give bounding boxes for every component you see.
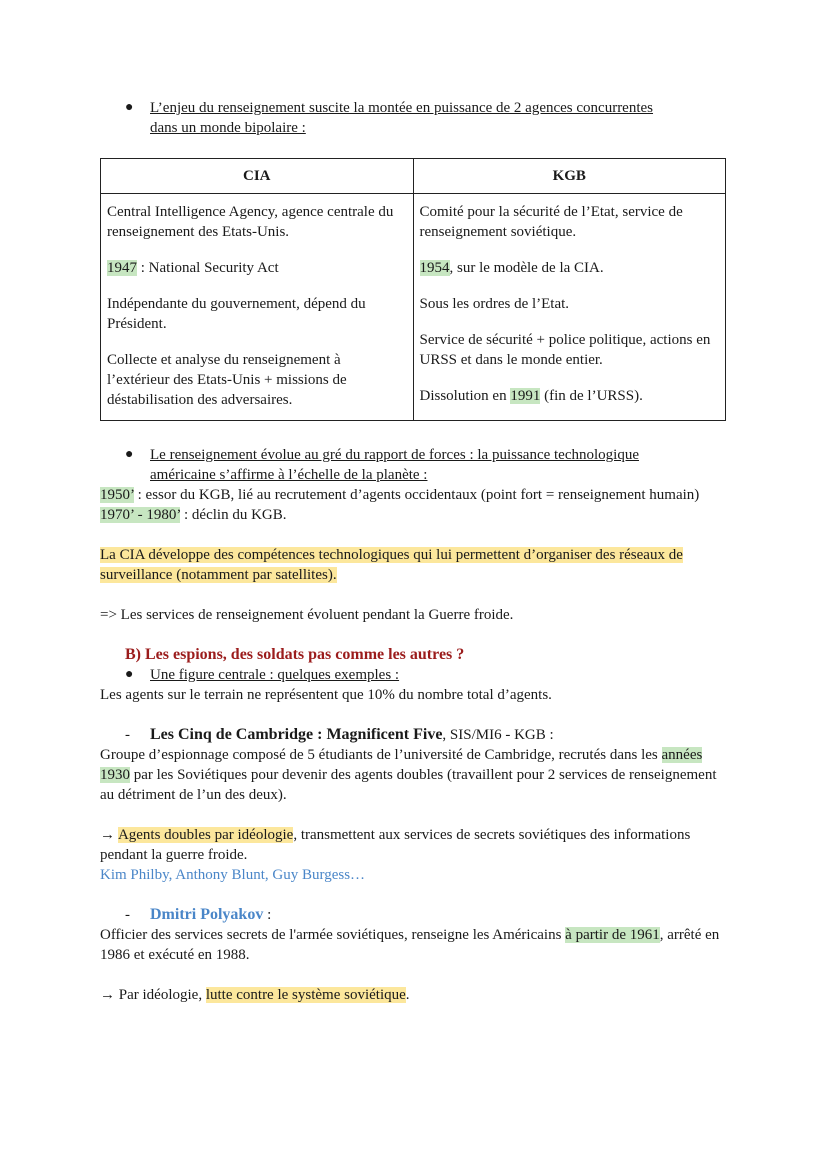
section-b-title: B) Les espions, des soldats pas comme les autres ? xyxy=(125,646,465,663)
document-page xyxy=(100,98,730,1005)
kgb-cell xyxy=(413,194,726,421)
year-1950: 1950’ xyxy=(100,487,134,503)
header-cia: CIA xyxy=(101,159,414,194)
years-1930: années 1930 xyxy=(100,747,703,783)
bullet-balance-of-forces xyxy=(100,445,730,485)
cia-independence: Indépendante du gouvernement, dépend du Président. xyxy=(107,296,366,332)
bullet-text-line1: L’enjeu du renseignement suscite la montée en puissance de 2 agences concurrentes xyxy=(150,100,654,116)
bullet-text-line1: Le renseignement évolue au gré du rapport de forces : la puissance technologique xyxy=(150,447,639,463)
cambridge-heading: - Les Cinq de Cambridge : Magnificent Five, SIS/MI6 - KGB : xyxy=(125,726,554,743)
dash-icon: - xyxy=(125,907,130,923)
cambridge-title: Les Cinq de Cambridge : Magnificent Five xyxy=(150,726,443,743)
kgb-missions: Service de sécurité + police politique, actions en URSS et dans le monde entier. xyxy=(419,332,711,368)
cia-technology-paragraph: La CIA développe des compétences technologiques qui lui permettent d’organiser des réseaux de surveillance (notamment par satellites). xyxy=(100,547,683,583)
polyakov-ideology: → Par idéologie, lutte contre le système soviétique. xyxy=(100,987,410,1003)
bullet-text-line2: américaine s’affirme à l’échelle de la planète : xyxy=(150,467,428,483)
cia-definition: Central Intelligence Agency, agence centrale du renseignement des Etats-Unis. xyxy=(107,204,394,240)
kgb-authority: Sous les ordres de l’Etat. xyxy=(419,296,570,312)
dissolution-year: 1991 xyxy=(510,388,541,404)
cia-missions: Collecte et analyse du renseignement à l’extérieur des Etats-Unis + missions de déstabilisation des adversaires. xyxy=(107,352,347,408)
cambridge-ideology: → Agents doubles par idéologie, transmettent aux services de secrets soviétiques des informations pendant la guerre froide. xyxy=(100,827,691,863)
header-kgb: KGB xyxy=(413,159,726,194)
polyakov-heading: - Dmitri Polyakov : xyxy=(125,906,272,923)
conclusion-line: => Les services de renseignement évoluent pendant la Guerre froide. xyxy=(100,607,514,623)
cambridge-description: Groupe d’espionnage composé de 5 étudiants de l’université de Cambridge, recrutés dans les années 1930 par les Soviétiques pour devenir des agents doubles (travaillent pour 2 services de renseignement au détriment de l’un des deux). xyxy=(100,747,717,803)
bullet-text: Une figure centrale : quelques exemples : xyxy=(150,667,400,683)
line-1950: 1950’ : essor du KGB, lié au recrutement d’agents occidentaux (point fort = renseignement humain) xyxy=(100,487,700,503)
bullet-text-line2: dans un monde bipolaire : xyxy=(150,120,306,136)
kgb-founding: 1954, sur le modèle de la CIA. xyxy=(419,260,604,276)
cambridge-names: Kim Philby, Anthony Blunt, Guy Burgess… xyxy=(100,867,366,883)
bullet-central-figure xyxy=(100,665,730,685)
kgb-dissolution: Dissolution en 1991 (fin de l’URSS). xyxy=(419,388,643,404)
arrow-icon: → xyxy=(100,827,118,843)
cia-year: 1947 xyxy=(107,260,137,276)
bullet-icon: ● xyxy=(125,667,134,682)
polyakov-name: Dmitri Polyakov xyxy=(150,906,264,923)
polyakov-description: Officier des services secrets de l'armée soviétiques, renseigne les Américains à partir de 1961, arrêté en 1986 et exécuté en 1988. xyxy=(100,927,720,963)
line-1970-1980: 1970’ - 1980’ : déclin du KGB. xyxy=(100,507,287,523)
kgb-definition: Comité pour la sécurité de l’Etat, service de renseignement soviétique. xyxy=(419,204,683,240)
dash-icon: - xyxy=(125,727,130,743)
cia-kgb-table xyxy=(100,158,726,421)
from-1961: à partir de 1961 xyxy=(565,927,660,943)
agents-ten-percent: Les agents sur le terrain ne représentent que 10% du nombre total d’agents. xyxy=(100,687,552,703)
bullet-icon: ● xyxy=(125,447,134,462)
year-1970-1980: 1970’ - 1980’ xyxy=(100,507,181,523)
bullet-icon: ● xyxy=(125,100,134,115)
kgb-year: 1954 xyxy=(419,260,450,276)
bullet-intelligence-stakes xyxy=(100,98,730,138)
cia-cell xyxy=(101,194,414,421)
cia-founding: 1947 : National Security Act xyxy=(107,260,279,276)
